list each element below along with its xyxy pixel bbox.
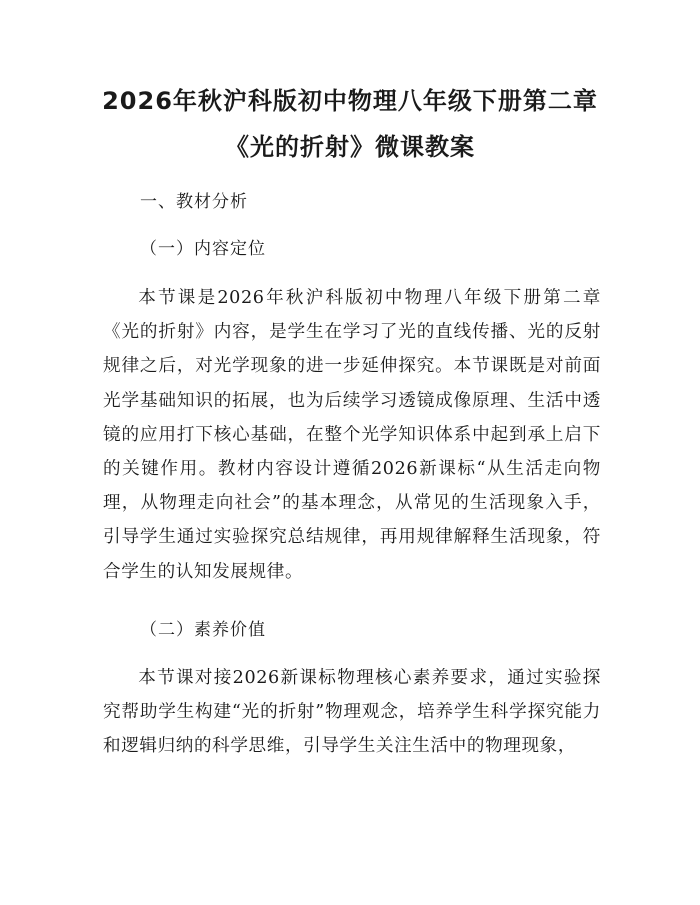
subsection-heading-content-positioning: （一）内容定位	[140, 239, 266, 259]
section-heading-teaching-material-analysis: 一、教材分析	[140, 192, 248, 212]
document-title-line-1: 2026年秋沪科版初中物理八年级下册第二章	[102, 87, 598, 115]
document-title-line-2: 《光的折射》微课教案	[225, 133, 475, 161]
subsection-heading-literacy-value: （二）素养价值	[140, 620, 266, 640]
paragraph-literacy-value: 本节课对接2026新课标物理核心素养要求，通过实验探究帮助学生构建“光的折射”物理观念，培养学生科学探究能力和逻辑归纳的科学思维，引导学生关注生活中的物理现象，	[103, 668, 601, 757]
paragraph-content-positioning: 本节课是2026年秋沪科版初中物理八年级下册第二章《光的折射》内容，是学生在学习了光的直线传播、光的反射规律之后，对光学现象的进一步延伸探究。本节课既是对前面光学基础知识的拓展，也为后续学习透镜成像原理、生活中透镜的应用打下核心基础，在整个光学知识体系中起到承上启下的关键作用。教材内容设计遵循2026新课标“从生活走向物理，从物理走向社会”的基本理念，从常见的生活现象入手，引导学生通过实验探究总结规律，再用规律解释生活现象，符合学生的认知发展规律。	[103, 288, 601, 582]
